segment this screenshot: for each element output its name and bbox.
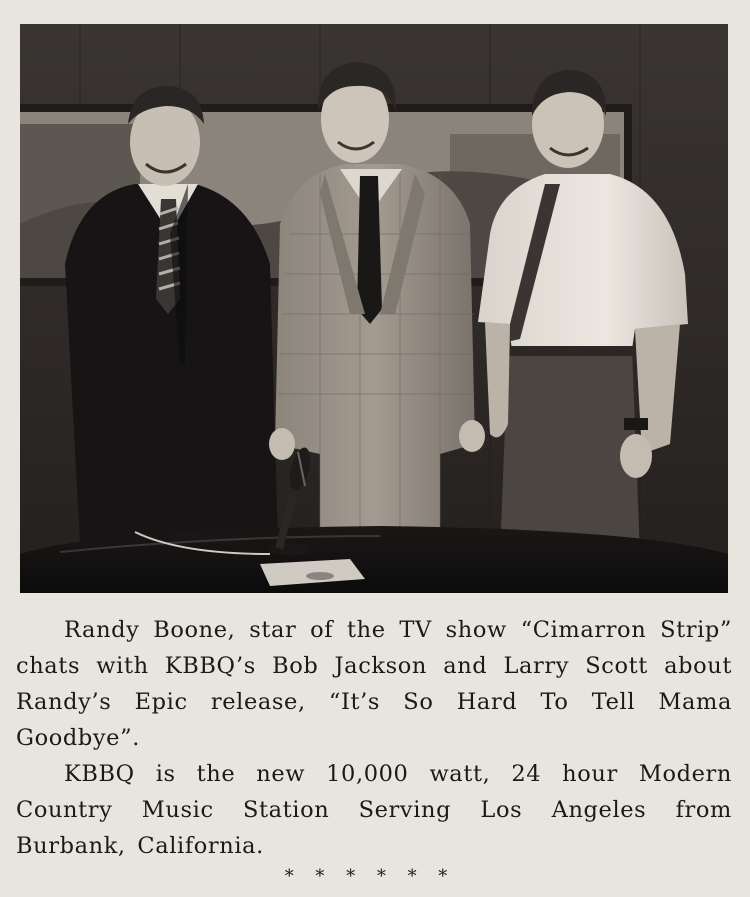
section-separator: * * * * * * [284, 866, 456, 887]
photo-illustration [20, 24, 728, 593]
photo-caption [16, 612, 732, 864]
caption-paragraph-1: Randy Boone, star of the TV show “Cimarron Strip” chats with KBBQ’s Bob Jackson and Larry Scott about Randy’s Epic release, “It’s So Hard To Tell Mama Goodbye”. [16, 617, 732, 751]
caption-paragraph-2: KBBQ is the new 10,000 watt, 24 hour Modern Country Music Station Serving Los Angeles from Burbank, California. [16, 761, 732, 859]
photograph [20, 24, 728, 593]
